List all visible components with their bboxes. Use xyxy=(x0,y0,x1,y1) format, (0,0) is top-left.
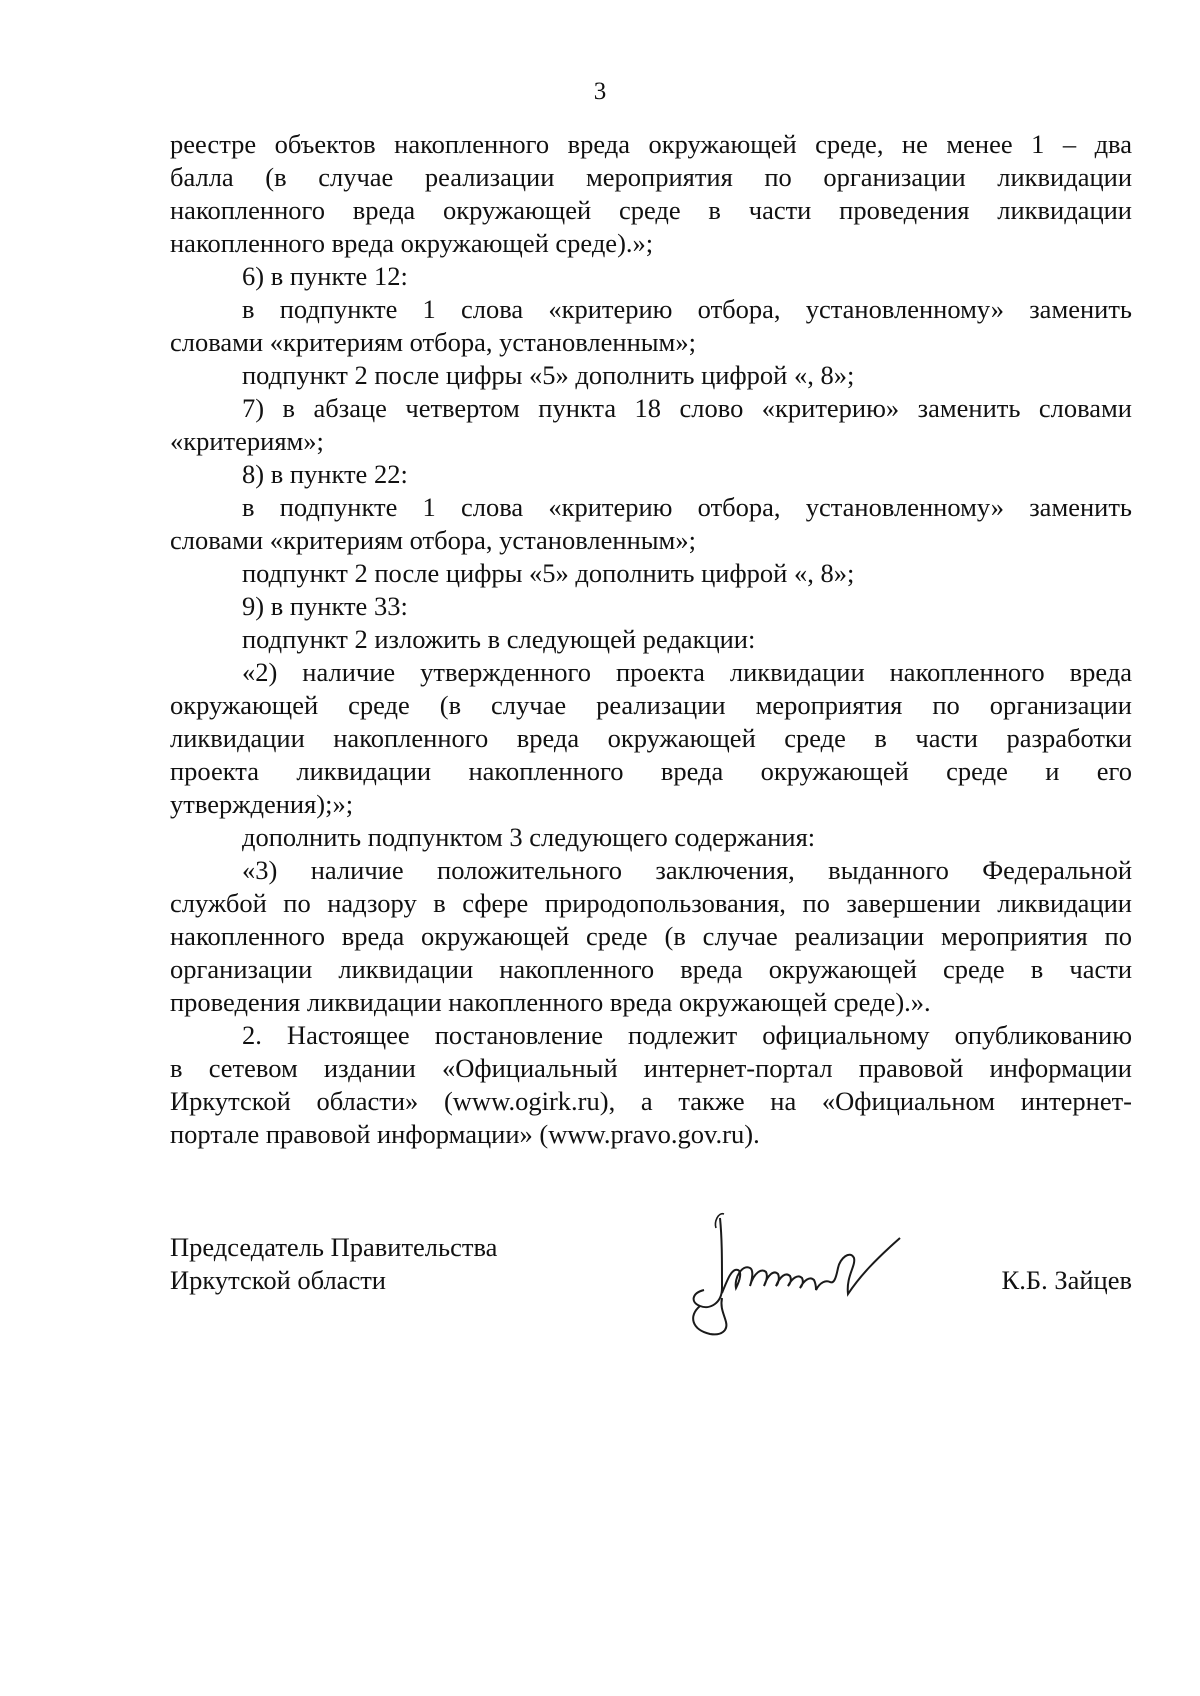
text-line: 9) в пункте 33: xyxy=(242,591,408,621)
text-line: 7) в абзаце четвертом пункта 18 слово «критерию» заменить словами xyxy=(242,393,1132,423)
text-line: службой по надзору в сфере природопользования, по завершении ликвидации xyxy=(170,888,1132,918)
text-line: утверждения);»; xyxy=(170,789,354,819)
text-line: балла (в случае реализации мероприятия по организации ликвидации xyxy=(170,162,1132,192)
text-line: дополнить подпунктом 3 следующего содержания: xyxy=(242,822,816,852)
text-line: проведения ликвидации накопленного вреда окружающей среде).». xyxy=(170,987,931,1017)
text-line: портале правовой информации» (www.pravo.gov.ru). xyxy=(170,1119,760,1149)
page-number: 3 xyxy=(593,78,607,105)
signatory-name: К.Б. Зайцев xyxy=(1001,1265,1132,1295)
handwritten-signature xyxy=(670,1198,960,1348)
text-line: в подпункте 1 слова «критерию отбора, установленному» заменить xyxy=(242,492,1132,522)
text-line: накопленного вреда окружающей среде (в случае реализации мероприятия по xyxy=(170,921,1132,951)
text-line: ликвидации накопленного вреда окружающей среде в части разработки xyxy=(170,723,1132,753)
text-line: 6) в пункте 12: xyxy=(242,261,408,291)
signatory-title-line: Председатель Правительства xyxy=(170,1232,498,1262)
text-line: «2) наличие утвержденного проекта ликвидации накопленного вреда xyxy=(242,657,1132,687)
text-line: 8) в пункте 22: xyxy=(242,459,408,489)
text-line: накопленного вреда окружающей среде).»; xyxy=(170,228,654,258)
text-line: «критериям»; xyxy=(170,426,324,456)
text-line: «3) наличие положительного заключения, выданного Федеральной xyxy=(242,855,1132,885)
signatory-title xyxy=(170,1231,497,1297)
text-line: окружающей среде (в случае реализации мероприятия по организации xyxy=(170,690,1132,720)
text-line: проекта ликвидации накопленного вреда окружающей среде и его xyxy=(170,756,1132,786)
text-line: накопленного вреда окружающей среде в части проведения ликвидации xyxy=(170,195,1132,225)
text-line: организации ликвидации накопленного вреда окружающей среде в части xyxy=(170,954,1132,984)
text-line: подпункт 2 после цифры «5» дополнить цифрой «, 8»; xyxy=(242,558,855,588)
document-body xyxy=(170,128,1132,1151)
text-line: словами «критериям отбора, установленным»; xyxy=(170,525,696,555)
text-line: Иркутской области» (www.ogirk.ru), а также на «Официальном интернет- xyxy=(170,1086,1132,1116)
text-line: реестре объектов накопленного вреда окружающей среде, не менее 1 – два xyxy=(170,129,1132,159)
text-line: словами «критериям отбора, установленным»; xyxy=(170,327,696,357)
signatory-title-line: Иркутской области xyxy=(170,1265,386,1295)
text-line: подпункт 2 изложить в следующей редакции: xyxy=(242,624,756,654)
text-line: в сетевом издании «Официальный интернет-портал правовой информации xyxy=(170,1053,1132,1083)
text-line: в подпункте 1 слова «критерию отбора, установленному» заменить xyxy=(242,294,1132,324)
text-line: 2. Настоящее постановление подлежит официальному опубликованию xyxy=(242,1020,1132,1050)
text-line: подпункт 2 после цифры «5» дополнить цифрой «, 8»; xyxy=(242,360,855,390)
